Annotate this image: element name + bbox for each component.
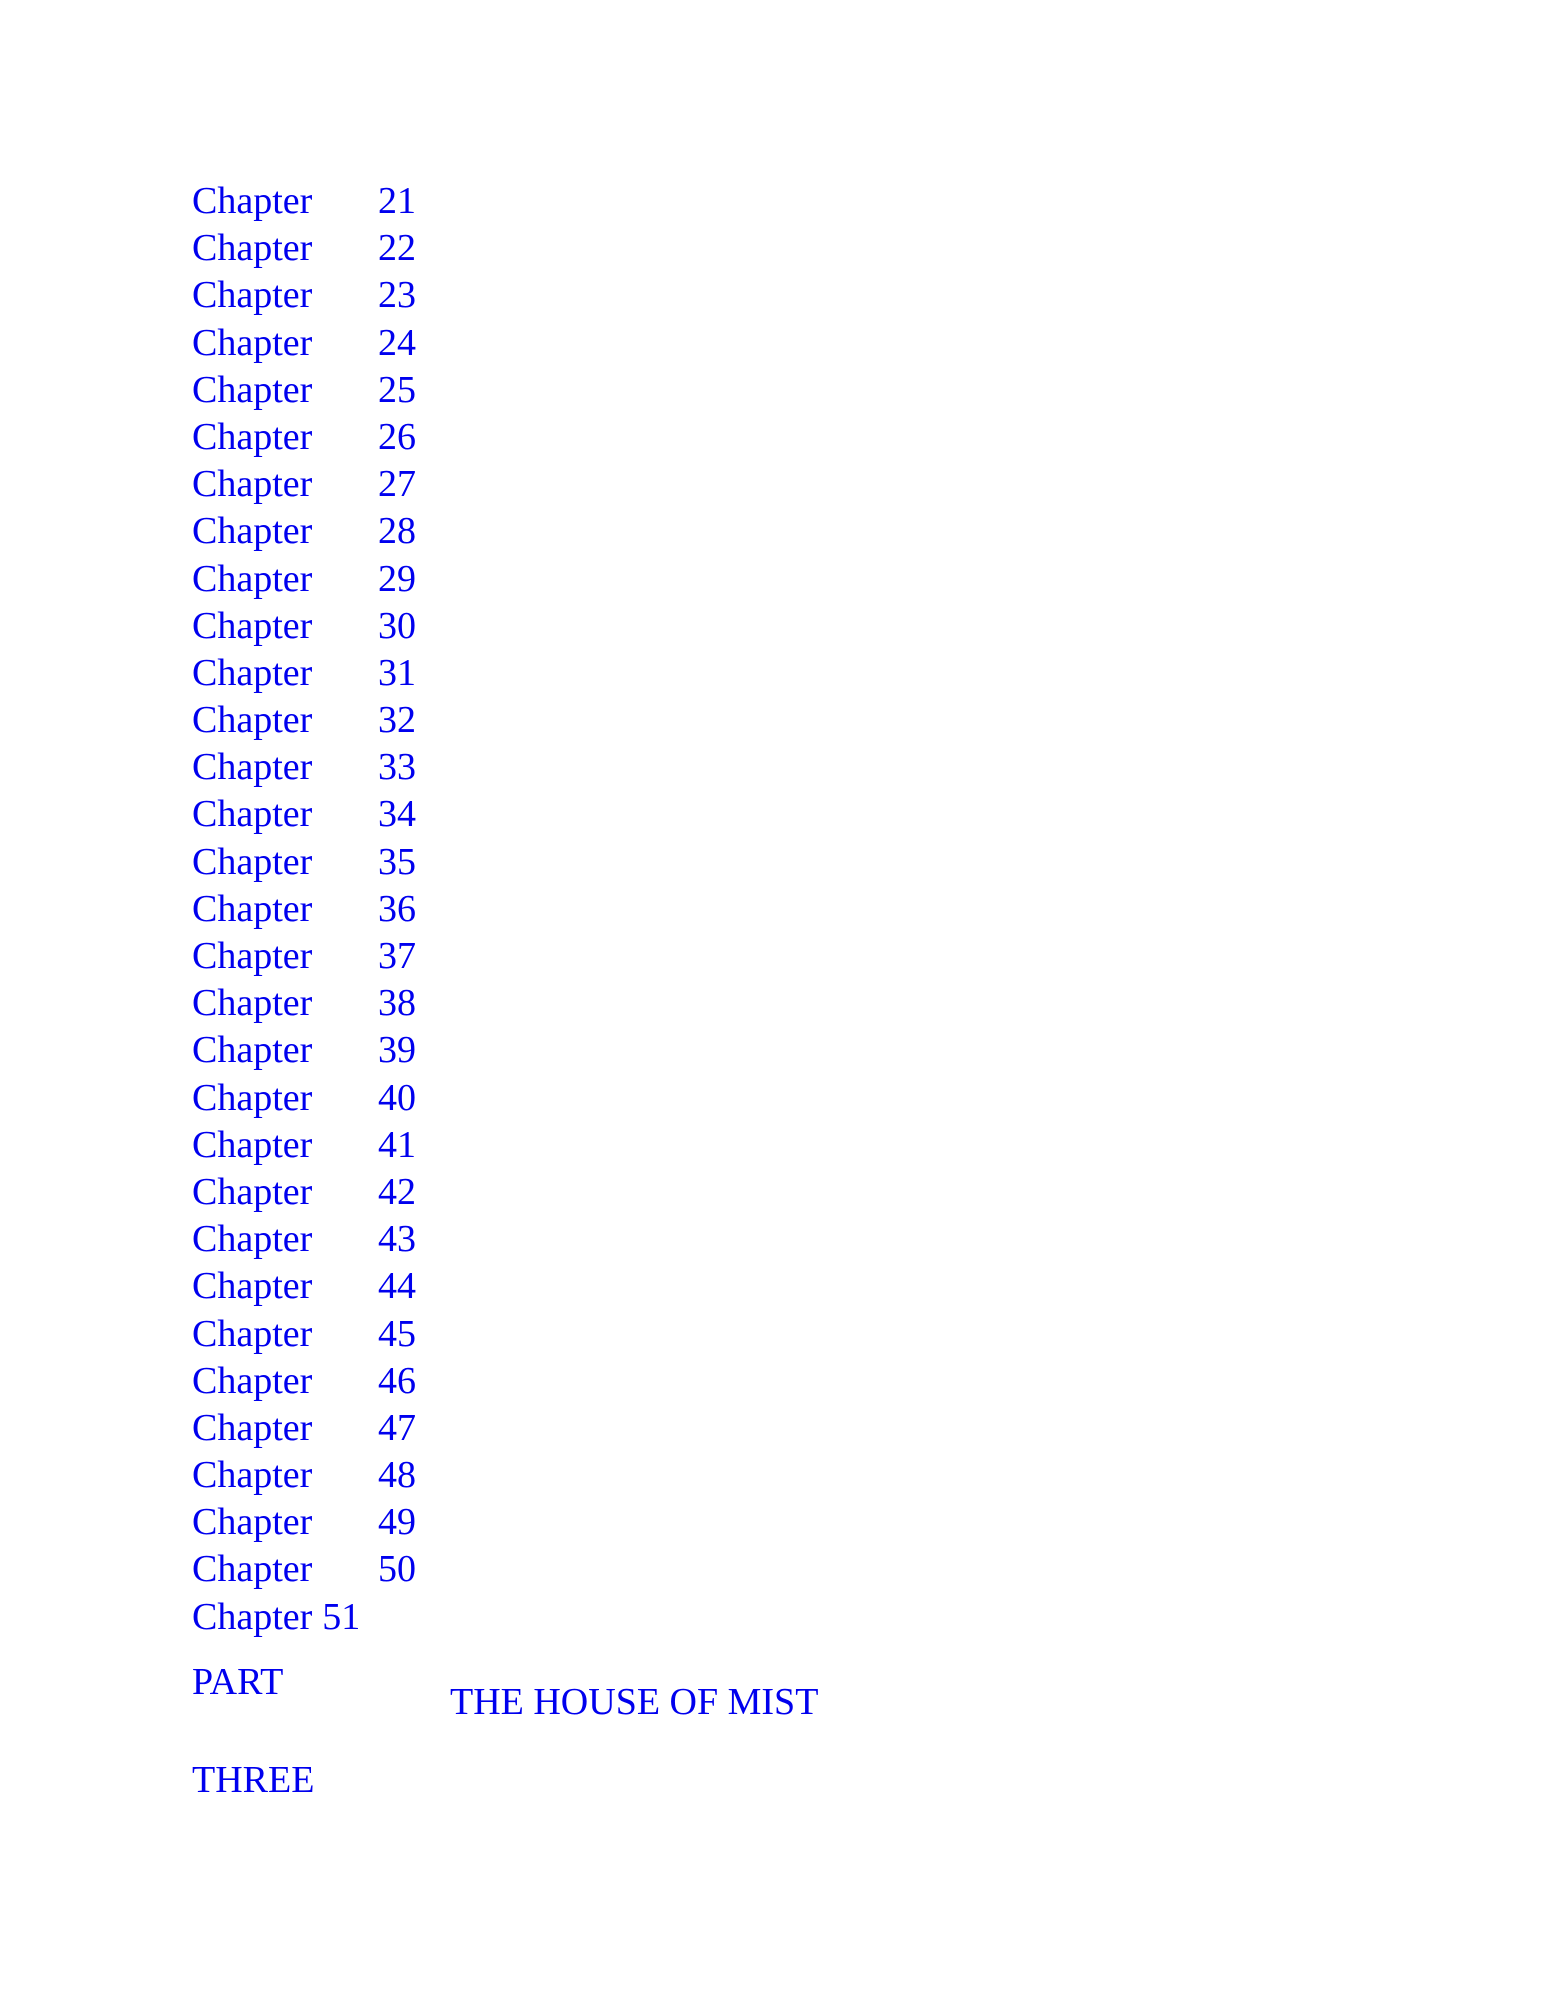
- toc-chapter-30[interactable]: [192, 603, 416, 650]
- toc-chapter-37[interactable]: [192, 933, 416, 980]
- chapter-number: 48: [378, 1454, 416, 1497]
- chapter-number: 23: [378, 274, 416, 317]
- chapter-number: 45: [378, 1312, 416, 1355]
- chapter-word: Chapter: [192, 1265, 313, 1308]
- chapter-number: 50: [378, 1548, 416, 1591]
- chapter-number: 29: [378, 557, 416, 600]
- toc-chapter-36[interactable]: [192, 886, 416, 933]
- chapter-word: Chapter: [192, 935, 313, 977]
- toc-chapter-46[interactable]: [192, 1358, 416, 1405]
- chapter-number: 42: [378, 1170, 416, 1213]
- toc-chapter-50[interactable]: [192, 1546, 416, 1593]
- chapter-word: Chapter: [192, 1218, 313, 1261]
- toc-chapter-51[interactable]: [192, 1594, 416, 1641]
- chapter-number: 36: [378, 887, 416, 930]
- toc-chapter-28[interactable]: [192, 508, 416, 555]
- chapter-number: 25: [378, 368, 416, 411]
- chapter-number: 46: [378, 1359, 416, 1402]
- chapter-word: Chapter: [192, 1501, 313, 1544]
- chapter-word: Chapter: [192, 1595, 313, 1638]
- chapter-word: Chapter: [192, 368, 313, 411]
- part-label: PART: [192, 1661, 284, 1703]
- chapter-word: Chapter: [192, 1359, 313, 1402]
- toc-chapter-27[interactable]: [192, 461, 416, 508]
- chapter-word: Chapter: [192, 1123, 313, 1166]
- part-title: THE HOUSE OF MIST: [450, 1681, 819, 1723]
- chapter-number: 49: [378, 1501, 416, 1544]
- toc-chapter-35[interactable]: [192, 839, 416, 886]
- chapter-word: Chapter: [192, 887, 313, 930]
- chapter-number: 33: [378, 746, 416, 789]
- chapter-number: 26: [378, 415, 416, 458]
- chapter-word: Chapter: [192, 227, 313, 270]
- chapter-number: 30: [378, 604, 416, 647]
- toc-chapter-42[interactable]: [192, 1169, 416, 1216]
- chapter-word: Chapter: [192, 274, 313, 317]
- chapter-number: 44: [378, 1265, 416, 1308]
- chapter-word: Chapter: [192, 1548, 313, 1591]
- toc-chapter-32[interactable]: [192, 697, 416, 744]
- chapter-number: 43: [378, 1218, 416, 1261]
- chapter-number: 39: [378, 1029, 416, 1072]
- toc-chapter-47[interactable]: [192, 1405, 416, 1452]
- toc-chapter-25[interactable]: [192, 367, 416, 414]
- toc-chapter-33[interactable]: [192, 744, 416, 791]
- chapter-number: 51: [322, 1595, 361, 1638]
- toc-chapter-41[interactable]: [192, 1122, 416, 1169]
- chapter-word: Chapter: [192, 1076, 313, 1119]
- table-of-contents: [192, 178, 416, 1641]
- chapter-word: Chapter: [192, 651, 313, 694]
- part-number: THREE: [192, 1759, 315, 1801]
- chapter-number: 22: [378, 227, 416, 270]
- toc-chapter-29[interactable]: [192, 556, 416, 603]
- toc-chapter-45[interactable]: [192, 1311, 416, 1358]
- chapter-number: 24: [378, 321, 416, 364]
- toc-chapter-24[interactable]: [192, 320, 416, 367]
- chapter-word: Chapter: [192, 604, 313, 647]
- toc-chapter-43[interactable]: [192, 1216, 416, 1263]
- chapter-word: Chapter: [192, 1029, 313, 1072]
- toc-chapter-40[interactable]: [192, 1075, 416, 1122]
- toc-chapter-23[interactable]: [192, 272, 416, 319]
- chapter-word: Chapter: [192, 1406, 313, 1449]
- chapter-word: Chapter: [192, 1454, 313, 1497]
- chapter-number: 35: [378, 840, 416, 883]
- toc-chapter-22[interactable]: [192, 225, 416, 272]
- chapter-number: 40: [378, 1076, 416, 1119]
- toc-chapter-48[interactable]: [192, 1452, 416, 1499]
- chapter-word: Chapter: [192, 746, 313, 789]
- chapter-word: Chapter: [192, 321, 313, 364]
- chapter-number: 27: [378, 463, 416, 506]
- chapter-number: 41: [378, 1123, 416, 1166]
- chapter-word: Chapter: [192, 793, 313, 836]
- chapter-word: Chapter: [192, 982, 313, 1025]
- chapter-number: 32: [378, 699, 416, 742]
- chapter-number: 34: [378, 793, 416, 836]
- toc-chapter-31[interactable]: [192, 650, 416, 697]
- chapter-word: Chapter: [192, 415, 313, 458]
- chapter-number: 28: [378, 510, 416, 553]
- chapter-word: Chapter: [192, 1312, 313, 1355]
- chapter-word: Chapter: [192, 840, 313, 883]
- toc-chapter-44[interactable]: [192, 1263, 416, 1310]
- chapter-number: 47: [378, 1406, 416, 1449]
- chapter-number: 21: [378, 180, 416, 222]
- toc-chapter-39[interactable]: [192, 1027, 416, 1074]
- toc-chapter-49[interactable]: [192, 1499, 416, 1546]
- chapter-word: Chapter: [192, 510, 313, 553]
- chapter-word: Chapter: [192, 180, 313, 222]
- chapter-number: 37: [378, 935, 416, 977]
- toc-chapter-34[interactable]: [192, 791, 416, 838]
- chapter-number: 31: [378, 651, 416, 694]
- chapter-word: Chapter: [192, 699, 313, 742]
- toc-chapter-26[interactable]: [192, 414, 416, 461]
- toc-chapter-38[interactable]: [192, 980, 416, 1027]
- chapter-word: Chapter: [192, 1170, 313, 1213]
- chapter-number: 38: [378, 982, 416, 1025]
- chapter-word: Chapter: [192, 557, 313, 600]
- toc-chapter-21[interactable]: [192, 178, 416, 225]
- chapter-word: Chapter: [192, 463, 313, 506]
